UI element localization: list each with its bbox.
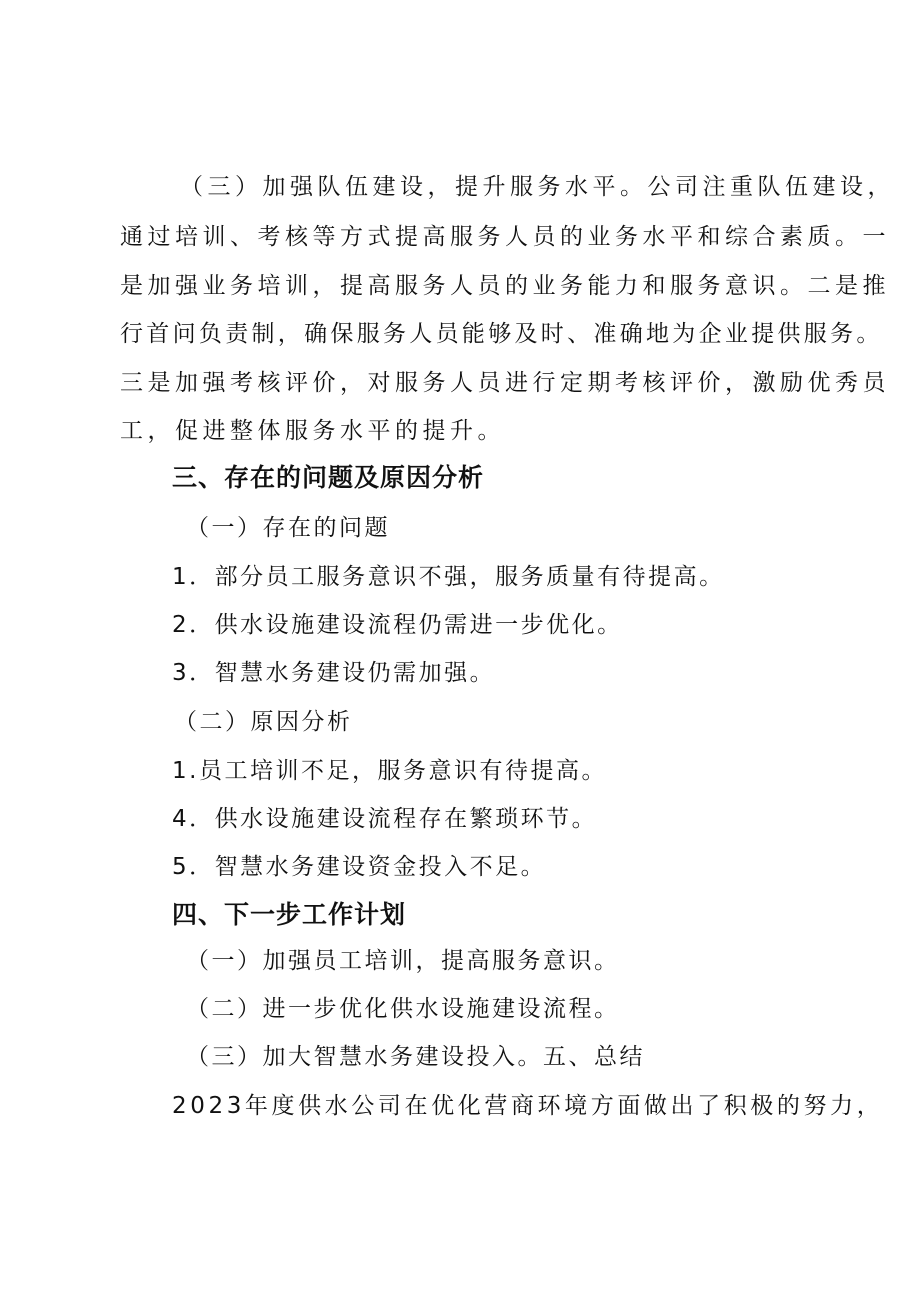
subsection-heading: （一）存在的问题 [186,515,390,541]
section-heading: 四、下一步工作计划 [172,900,407,929]
list-item: 1.员工培训不足，服务意识有待提高。 [172,758,607,784]
section-heading: 三、存在的问题及原因分析 [172,463,485,492]
paragraph-line: 通过培训、考核等方式提高服务人员的业务水平和综合素质。一 [120,224,890,250]
subsection-heading: （二）原因分析 [174,709,353,735]
plan-item: （二）进一步优化供水设施建设流程。 [186,996,620,1022]
plan-item: （三）加大智慧水务建设投入。五、总结 [186,1044,645,1070]
plan-item: （一）加强员工培训，提高服务意识。 [186,948,620,974]
paragraph-line: 三是加强考核评价，对服务人员进行定期考核评价，激励优秀员 [120,370,890,396]
paragraph-line: 工，促进整体服务水平的提升。 [120,418,505,444]
list-item: 2．供水设施建设流程仍需进一步优化。 [172,612,623,638]
paragraph-line: 是加强业务培训，提高服务人员的业务能力和服务意识。二是推 [120,273,890,299]
paragraph-line: （三）加强队伍建设，提升服务水平。公司注重队伍建设， [180,174,895,200]
summary-line: 2023年度供水公司在优化营商环境方面做出了积极的努力， [172,1093,884,1119]
list-item: 5．智慧水务建设资金投入不足。 [172,854,547,880]
paragraph-line: 行首问负责制，确保服务人员能够及时、准确地为企业提供服务。 [120,321,883,347]
list-item: 1．部分员工服务意识不强，服务质量有待提高。 [172,564,725,590]
list-item: 4．供水设施建设流程存在繁琐环节。 [172,806,598,832]
list-item: 3．智慧水务建设仍需加强。 [172,660,496,686]
